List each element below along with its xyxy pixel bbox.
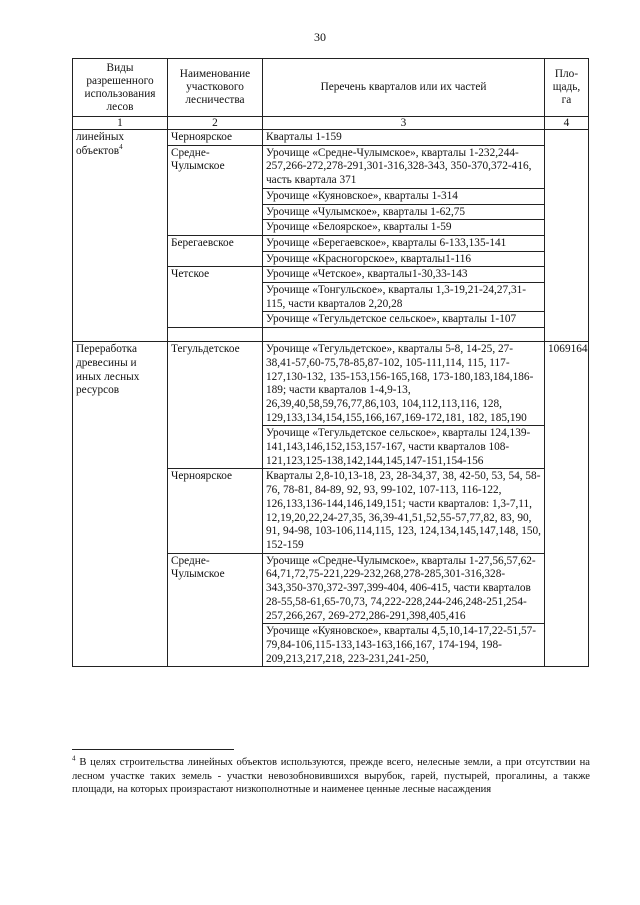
area-cell: 1069164 xyxy=(545,342,589,667)
forestry-cell: Черноярское xyxy=(168,469,263,553)
column-number: 1 xyxy=(73,117,168,130)
quarters-cell: Урочище «Тегульдетское сельское», кварталы 1-107 xyxy=(263,312,545,328)
footnote xyxy=(72,756,590,797)
quarters-cell: Урочище «Тегульдетское», кварталы 5-8, 14-25, 27-38,41-57,60-75,78-85,87-102, 105-111,114, 115, 117-127,130-132, 135-153,156-165,168, 173-180,183,184,186-189; части кварталов 1-4,9-13, 26,39,40,58,59,76,77,86,103, 104,112,113,116, 128, 129,133,134,154,155,166,167,169-172,181, 182, 185,190 xyxy=(263,342,545,426)
forest-use-table xyxy=(72,58,589,667)
quarters-cell: Урочище «Красногорское», кварталы1-116 xyxy=(263,251,545,267)
quarters-cell: Кварталы 2,8-10,13-18, 23, 28-34,37, 38, 42-50, 53, 54, 58-76, 78-81, 84-89, 92, 93, 99-102, 107-113, 116-122, 126,133,136-144,146,149,151; части кварталов: 1,3-7,11, 12,19,20,22,24-27,35, 36,39-41,51,52,55-57,77,82, 83, 90, 91, 94-98, 103-106,114,115, 123, 124,134,145,147,148, 150, 152-159 xyxy=(263,469,545,553)
header-quarters: Перечень кварталов или их частей xyxy=(263,59,545,117)
quarters-cell: Урочище «Тонгульское», кварталы 1,3-19,21-24,27,31-115, части кварталов 2,20,28 xyxy=(263,283,545,312)
footnote-mark: 4 xyxy=(72,754,76,763)
forestry-cell: Четское xyxy=(168,267,263,328)
table-row xyxy=(73,342,589,426)
quarters-cell: Урочище «Средне-Чулымское», кварталы 1-232,244-257,266-272,278-291,301-316,328-343, 350-370,372-416, часть квартала 371 xyxy=(263,145,545,188)
column-number: 4 xyxy=(545,117,589,130)
quarters-cell: Урочище «Белоярское», кварталы 1-59 xyxy=(263,220,545,236)
column-number: 2 xyxy=(168,117,263,130)
header-use-type: Виды разрешенного использования лесов xyxy=(73,59,168,117)
footnote-text: В целях строительства линейных объектов используются, прежде всего, нелесные земли, а при отсутствии на лесном участке таких земель - участки невозобновившихся вырубок, гарей, пустырей, прогалины, а также площади, на которых произрастают низкополнотные и наименее ценные лесные насаждения xyxy=(72,757,590,795)
footnote-separator xyxy=(72,749,234,750)
quarters-cell: Кварталы 1-159 xyxy=(263,130,545,146)
use-type-cell: линейных объектов$^4$ xyxy=(73,130,168,342)
quarters-cell: Урочище «Тегульдетское сельское», кварталы 124,139-141,143,146,152,153,157-167, части кварталов 108-121,123,125-138,142,144,145,147-151,154-156 xyxy=(263,426,545,469)
quarters-cell: Урочище «Средне-Чулымское», кварталы 1-27,56,57,62-64,71,72,75-221,229-232,268,278-285,301-316,328-343,350-370,372-397,399-404, 406-415, части кварталов 28-55,58-61,65-70,73, 74,222-228,244-246,248-251,254-257,266,267, 269-272,286-291,398,405,416 xyxy=(263,553,545,624)
page-number: 30 xyxy=(314,30,326,44)
table-column-numbers xyxy=(73,117,589,130)
footnote-ref: 4 xyxy=(119,142,123,151)
quarters-cell-empty xyxy=(263,328,545,342)
table-header-row xyxy=(73,59,589,117)
header-area: Пло-щадь, га xyxy=(545,59,589,117)
forestry-cell-empty xyxy=(168,328,263,342)
forestry-cell: Средне-Чулымское xyxy=(168,553,263,667)
quarters-cell: Урочище «Чулымское», кварталы 1-62,75 xyxy=(263,204,545,220)
header-forestry: Наименование участкового лесничества xyxy=(168,59,263,117)
forestry-cell: Средне-Чулымское xyxy=(168,145,263,235)
forestry-cell: Берегаевское xyxy=(168,235,263,266)
use-type-cell: Переработка древесины и иных лесных ресурсов xyxy=(73,342,168,667)
forestry-cell: Тегульдетское xyxy=(168,342,263,469)
quarters-cell: Урочище «Куяновское», кварталы 1-314 xyxy=(263,188,545,204)
quarters-cell: Урочище «Куяновское», кварталы 4,5,10,14-17,22-51,57-79,84-106,115-133,143-163,166,167, 174-194, 198-209,213,217,218, 223-231,241-250, xyxy=(263,624,545,667)
quarters-cell: Урочище «Четское», кварталы1-30,33-143 xyxy=(263,267,545,283)
table-row xyxy=(73,130,589,146)
quarters-cell: Урочище «Берегаевское», кварталы 6-133,135-141 xyxy=(263,235,545,251)
area-cell xyxy=(545,130,589,342)
forestry-cell: Черноярское xyxy=(168,130,263,146)
column-number: 3 xyxy=(263,117,545,130)
